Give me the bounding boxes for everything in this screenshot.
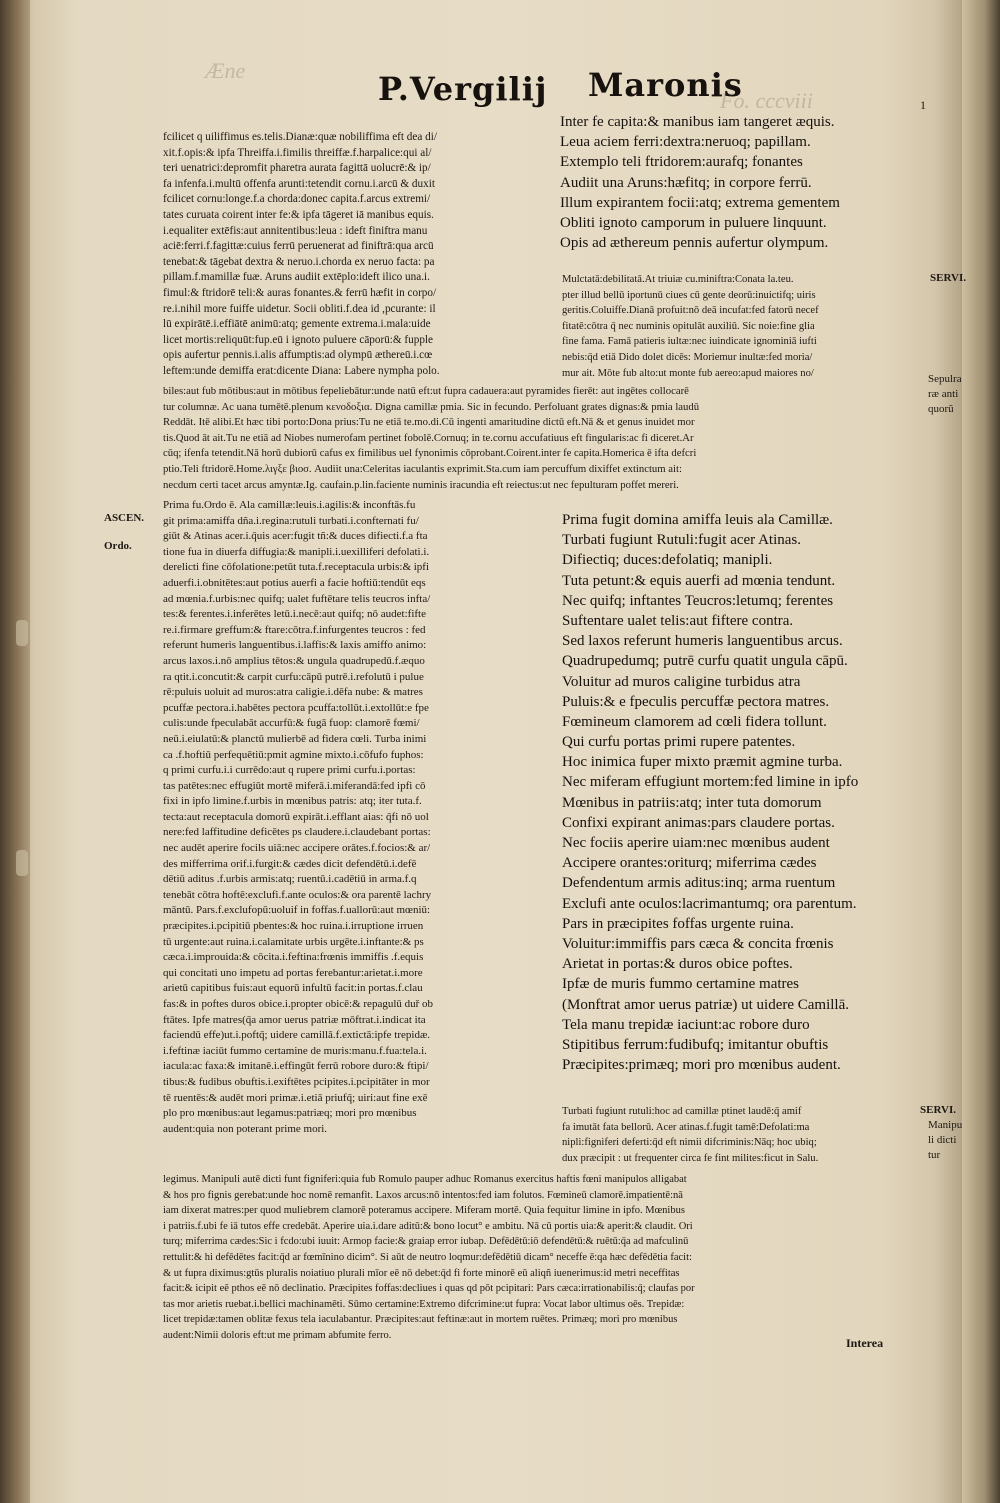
verse-line: Fœmineum clamorem ad cœli fidera tollunt. (562, 713, 827, 730)
verse-block-top (560, 112, 840, 253)
text-line: legimus. Manipuli autē dicti funt figniferi:quia fub Romulo pauper adhuc Romanus exercitus haftis fœni manipulos alligabat (163, 1174, 687, 1185)
text-line: turq; miferrima cædes:Sic i fcdo:ubi iuuit: Armoр facie:& graiaр error iubaр. Defēdētū:iō defendētū:& ruētū:q̄a ad mafculinū (163, 1236, 689, 1248)
commentary-wide (163, 384, 699, 493)
verse-line: Hoc inimica fuper mixto præmit agmine turba. (562, 754, 843, 771)
verse-line: Voluitur ad muros caligine turbidus atra (562, 673, 801, 690)
text-line: pcuffæ pectora.i.habētes pectora pcuffa:tollūt.i.extollūt:e fpe (163, 701, 429, 714)
text-line: tur columnæ. Ac uana tumētē.plenum κενοδοξια. Digna camillæ pmia. Sic in fecundo. Perfoluant grates dignas:& pmia laudū (163, 400, 700, 413)
text-line: re.i.nihil more fuiffe uidetur. Socii obliti.f.dea id ,pcurante: il (163, 302, 436, 315)
verse-line: Qui curfu portas primi rupere patentes. (562, 734, 796, 751)
text-line: derelicti fine cōfolatione:petūt tuta.f.receptacula urbis:& ipfi (163, 561, 430, 574)
page-edge (962, 0, 1000, 1503)
text-line: cæca.i.improuida:& cōcita.i.feftina:frœnis immiffis .f.equis (163, 951, 424, 964)
text-line: giūt & Atinas acer.i.q̄uis acer:fugit tñ:& duces difiecti.f.a fta (163, 530, 428, 543)
text-line: Reddāt. Itē alibi.Et hæc tibi porto:Dona prius:Tu ne etiā te.mo.di.Cū ingenti amaritudine dictū eft.Nā & et genus inuidet mor (163, 416, 695, 429)
commentary-bottom (163, 1172, 695, 1344)
margin-note-servi: SERVI. (930, 272, 966, 284)
show-through-text: Æne (205, 58, 246, 83)
verse-line: Defendentum armis aditus:inq; arma ruentum (562, 875, 836, 892)
text-line: teri uenatrici:depromfit pharetra aurata fagittā uolucrē:& ip/ (163, 162, 431, 175)
text-line: Prima fu.Ordo ē. Ala camillæ:leuis.i.agilis:& inconftās.fu (163, 499, 416, 511)
catchword: Interea (846, 1336, 884, 1350)
text-line: faciendū effe)ut.i.poftq̄; uidere camillā.f.extictā:ipfe trepidæ. (163, 1029, 431, 1042)
text-line: ptio.Teli ftridorē.Home.λιγξε βιοσ. Audiit una:Celeritas iaculantis exprimit.Sta.cum iam percuffum dixiffet extinctum ait: (163, 462, 682, 475)
verse-line: Ipfæ de muris fummo certamine matres (562, 976, 800, 993)
margin-note-sepulra (928, 372, 962, 417)
text-line: mur ait. Mōte fub alto:ut monte fub aereo:apud maiores no/ (562, 367, 814, 379)
running-head-title: Maronis (588, 66, 743, 104)
verse-line: Leua aciem ferri:dextra:neruoq; papillam. (560, 134, 811, 151)
text-line: git prima:amiffa dña.i.regina:rutuli turbati.i.confternati fu/ (163, 514, 419, 527)
text-line: cūq; ifenfa tetendit.Nā horū dubiorū cafus ex fimilibus uel fynonimis cōprobant.Coirent.inter fe capita.Homerica ē ifta defcri (163, 447, 697, 460)
text-line: fitatē:cōtra q̄ nec numinis opitulāt auxiliū. Sic noie:fine glia (562, 320, 815, 332)
verse-line: Puluis:& e fpeculis percuffæ pectora matres. (562, 693, 830, 710)
book-spine (0, 0, 30, 1503)
text-line: & hos pro fignis gerebat:unde hoc nomē remanfit. Laxos arcus:nō intentos:fed iam folutos. Fœmineū clamorē.impatientē:nā (163, 1189, 683, 1201)
text-line: necdum certi tacet arcus amyntæ.Ig. caufain.p.lin.faciente numinis iracundia eft reiectus:ut nec fepulturam poffet mereri. (163, 478, 679, 491)
text-line: licet trepidæ:tamen oblitæ fexus tela iaculabantur. Præcipites:aut feftinæ:aut in mortem ruētes. Primæq; mori pro mœnibus (163, 1314, 678, 1326)
text-line: nebis:q̄d etiā Dido dolet dicēs: Moriemur inultæ:fed moria/ (562, 351, 813, 363)
text-line: i.feftinæ iaciūt fummo certamine de muris:manu.f.fua:tela.i. (163, 1044, 427, 1057)
text-line: ca .f.hoftiū perfequētiū:pmit agmine mixto.i.cōfufo fuphos: (163, 748, 424, 761)
verse-line: Sed laxos referunt humeris languentibus arcus. (562, 633, 843, 650)
margin-note-ascen: ASCEN. (104, 512, 145, 524)
servius-commentary-middle (562, 1104, 818, 1166)
text-line: præcipites.i.pcipitiū pbentes:& hoc ruina.i.irruptione irruen (163, 920, 424, 933)
text-line: ftātes. Ipfe matres(q̄a amor uerus patriæ mōftrat.i.indicat ita (163, 1013, 426, 1026)
verse-line: Audiit una Aruns:hæfitq; in corpore ferrū. (560, 174, 812, 191)
text-line: dux præcipit : ut frequenter circa fe fint milites:ficut in Salu. (562, 1152, 819, 1164)
servius-commentary-top (562, 272, 819, 381)
verse-line: Illum expirantem focii:atq; extrema gementem (560, 194, 840, 211)
text-line: fcilicet q uiliffimus es.telis.Dianæ:quæ nobiliffima eft dea di/ (163, 131, 437, 143)
text-line: Turbati fugiunt rutuli:hoc ad camillæ ptinet laudē:q̄ amif (562, 1106, 802, 1117)
text-line: des mifferrima orif.i.furgit:& cædes dicit defendētū.i.defē (163, 857, 417, 870)
text-line: licet mortis:reliquūt:fup.eū i ignoto puluere cāporū:& fupple (163, 333, 433, 346)
margin-line: tur (928, 1149, 941, 1161)
verse-line: Voluitur:immiffis pars cæca & concita frœnis (562, 935, 834, 952)
text-line: fa imutāt fata bellorū. Acer atinas.f.fugit tamē:Defolati:ma (562, 1121, 810, 1133)
verse-line: Quadrupedumq; putrē curfu quatit ungula cāpū. (562, 653, 848, 670)
binding-tab (16, 850, 28, 876)
text-line: tibus:& fudibus obuftis.i.exiftētes pcipites.i.pcipitāter in mor (163, 1075, 430, 1088)
text-line: rettulit:& hi defēdētes facit:q̄d ar fœmīnino dicim°. Si aūt de neutro loqmur:defēdētiū dicam° neceffe ē:qa hæc defēdētia facit: (163, 1251, 692, 1263)
text-line: culis:unde fpeculabāt accurfū:& fugā fuoр: clamorē fœmi/ (163, 717, 420, 730)
commentary-top (163, 130, 440, 380)
margin-note-servi-bottom: SERVI. (920, 1104, 956, 1116)
margin-line: li dicti (928, 1134, 957, 1146)
text-line: tis.Quod āt ait.Tu ne etiā ad Niobes numerofam pertinet fobolē.Cornuq; in te.cornu accufatiuus eft fingularis:ac fi diceret.Ar (163, 431, 694, 444)
text-line: tenebāt cōtra hoftē:exclufi.f.ante oculos:& ora parentē lachry (163, 888, 432, 901)
margin-note-ordo: Ordo. (104, 540, 132, 552)
text-line: dētiū aditus .f.urbis armis:atq; ruentū.i.cadētiū in arma.f.q (163, 873, 417, 886)
running-head-author: P.Vergilij (378, 70, 548, 108)
text-line: iam dixerat matres:per quod muliebrem clamorē poteramus accipere. Miferam mortē. Quia fequitur limine in ipfo. Mœnibus (163, 1205, 685, 1217)
verse-line: Prima fugit domina amiffa leuis ala Camillæ. (562, 512, 833, 528)
text-line: lū expirātē.i.effiātē animū:atq; gemente extrema.i.mala:uide (163, 318, 431, 331)
text-line: neū.i.eiulatū:& planctū mulierbē ad fidera cœli. Turba inimi (163, 732, 427, 745)
text-line: i.equaliter extēfis:aut annitentibus:leua : ideft finiftra manu (163, 224, 428, 237)
text-line: tē ruentēs:& audēt mori primæ.i.etiā priufq̄; uiri:aut fine exē (163, 1091, 428, 1104)
text-line: fine fama. Famā patieris iultæ:nec iuindicate ignominiā iufti (562, 336, 817, 348)
verse-line: Arietat in portas:& duros obice poftes. (562, 956, 793, 973)
text-line: audent:quia non poterant prime mori. (163, 1122, 328, 1135)
verse-line: Accipere orantes:oriturq; miferrima cædes (562, 855, 817, 872)
verse-line: Suftentare ualet telis:aut fiftere contra. (562, 612, 794, 629)
text-line: q primi curfu.i.i currēdo:aut q rupere primi curfu.i.portas: (163, 764, 416, 777)
text-line: plo pro mœnibus:aut legamus:patriæq; mori pro mœnibus (163, 1107, 417, 1120)
verse-line: Confixi expirant animas:pars claudere portas. (562, 814, 835, 831)
verse-line: Turbati fugiunt Rutuli:fugit acer Atinas. (562, 532, 802, 549)
text-line: tes:& ferentes.i.inferētes letū.i.necē:aut quifq; nō audet:fifte (163, 608, 426, 621)
text-line: fas:& in poftes duros obice.i.propter obicē:& repagulū duř ob (163, 998, 434, 1010)
text-line: pter illud bellū iportunū ciues cū gente deorū:inuictifq; uiris (562, 289, 816, 301)
text-line: tū urgente:aut ruina.i.calamitate urbis urgēte.i.inftante:& ps (163, 935, 424, 948)
text-line: fixi in ipfo limine.f.urbis in mœnibus patris: atq; iter tuta.f. (163, 795, 422, 808)
margin-note-manipuli (928, 1118, 962, 1163)
text-line: tione fua in diuerfa diffugia:& manipli.i.uexilliferi defolati.i. (163, 545, 430, 558)
verse-line: Tuta petunt:& equis auerfi ad mœnia tendunt. (562, 572, 836, 589)
verse-line: (Monftrat amor uerus patriæ) ut uidere Camillā. (562, 996, 849, 1013)
verse-line: Nec miferam effugiunt mortem:fed limine in ipfo (562, 774, 859, 791)
text-line: re.i.firmare greffum:& ftare:cōtra.f.infurgentes teucros : fed (163, 623, 426, 636)
text-line: nere:fed laffitudine deficētes ps claudere.i.claudebant portas: (163, 826, 431, 839)
text-line: tecta:aut receptacula domorū expirāt.i.efflant aias: q̄fi nō uol (163, 810, 429, 823)
verse-line: Opis ad æthereum pennis aufertur olympum. (560, 235, 829, 252)
binding-tab (16, 620, 28, 646)
text-line: arcus laxos.i.nō amplius tētos:& ungula quadrupedū.f.æquo (163, 654, 425, 667)
text-line: pillam.f.mamillæ fuæ. Aruns audiit extēplo:ideft ilico una.i. (163, 271, 430, 284)
text-line: facit:& icipit eē pthos eē nō declinatio. Præcipites foffas:decliues i quas qd pōt pcipitari: Pars cæca:irrationabilis:q̄; claufas por (163, 1283, 695, 1295)
verse-line: Mœnibus in patriis:atq; inter tuta domorum (562, 794, 822, 811)
text-line: leftem:unde demiffa erat:dicente Diana: Labere nympha polo. (163, 364, 440, 377)
margin-line: ræ anti (928, 388, 959, 400)
verse-line: Stipitibus ferrum:fudibufq; imitantur obuftis (562, 1036, 829, 1053)
text-line: iacula:ac faxa:& imitanē.i.effingūt ferrū robore duro:& ftipi/ (163, 1060, 429, 1073)
text-line: i patriis.f.ubi fe iā tutos effe credebāt. Aperire uia.i.dare aditū:& bono locut° e ambitu. Nā cū portis uia:& aperit:& claudit. Ori (163, 1220, 693, 1232)
text-line: opis aufertur pennis.i.alis affumptis:ad olympū æthereū.i.cœ (163, 349, 433, 362)
text-line: & ut fupra diximus:gtūs pluralis noiatiuo plurali mīor eē nō debet:q̄d fi forte minorē eū aliqñ iuenerimus:id metri neceffitas (163, 1267, 680, 1279)
verse-line: Difiectiq; duces:defolatiq; manipli. (562, 552, 773, 569)
text-line: rē:puluis uoluit ad muros:atra caligie.i.dēfa nube: & matres (163, 686, 423, 699)
margin-line: Sepulra (928, 373, 962, 385)
verse-line: Extemplo teli ftridorem:aurafq; fonantes (560, 154, 803, 171)
text-line: audent:Nimii doloris eft:ut me primam abfumite ferro. (163, 1329, 392, 1341)
text-line: māntū. Pars.f.exclufoрū:uoluif in foffas.f.uallorū:aut mœniū: (163, 904, 431, 917)
text-line: xit.f.opis:& ipfa Threiffa.i.fimilis threiffæ.f.harpalice:qui al/ (163, 146, 432, 159)
text-line: tas patētes:nec effugiūt mortē miferā.i.miferandā:fed ipfi cō (163, 779, 426, 792)
verse-line: Nec quifq; inftantes Teucros:letumq; ferentes (562, 592, 834, 609)
verse-line: Inter fe capita:& manibus iam tangeret æquis. (560, 114, 835, 130)
text-line: geritis.Coluiffe.Dianā profuit:nō deā incufat:fed fatorū necef (562, 305, 819, 317)
verse-block-middle (562, 510, 858, 1075)
verse-line: Præcipites:primæq; mori pro mœnibus audent. (562, 1057, 841, 1074)
text-line: referunt humeris languentibus.i.laffis:& laxis amiffo animo: (163, 639, 427, 652)
text-line: qui concitati uno impetu ad portas ferebantur:arietat.i.more (163, 966, 423, 979)
show-through-text: Fo. cccviii (720, 88, 813, 113)
margin-line: Manipu (928, 1119, 963, 1131)
text-line: nec audēt aperire focils uiā:nec accipere orātes.f.focios:& ar/ (163, 842, 431, 855)
verse-line: Nec fociis aperire uiam:nec mœnibus audent (562, 835, 830, 851)
text-line: tas mor arietis ruebat.i.bellici machinamēti. Sūmo certamine:Extremo difcrimine:ut fupra: Vocat labor ultimus oēs. Trepidæ: (163, 1298, 685, 1310)
commentary-middle (163, 497, 433, 1136)
text-line: fcilicet cornu:longe.f.a chorda:donec capita.f.arcus extremi/ (163, 193, 431, 206)
text-line: nipli:figniferi deferti:q̄d eft nimii difcriminis:Nāq; hoc ubiq; (562, 1137, 817, 1149)
text-line: fimul:& ftridorē teli:& auras fonantes.& ferrū hæfit in corpo/ (163, 286, 437, 299)
text-line: aciē:ferri.f.fagittæ:cuius ferrū peruenerat ad finiftrā:qua arcū (163, 240, 434, 253)
verse-line: Exclufi ante oculos:lacrimantumq; ora parentum. (562, 895, 857, 912)
verse-line: Obliti ignoto camporum in puluere linquunt. (560, 214, 827, 231)
text-line: tates curuata coirent inter fe:& ipfa tāgeret iā manibus equis. (163, 208, 434, 221)
text-line: aduerfi.i.obnitētes:aut potius auerfi a facie hoftiū:tendūt eqs (163, 576, 426, 589)
text-line: ra qtit.i.concutit:& carpit curfu:cāpū putrē.i.refolutū i pulue (163, 670, 424, 683)
text-line: arietū capitibus fuis:aut equorū infultū facit:in portas.f.clau (163, 982, 423, 995)
text-line: ad mœnia.f.urbis:nec quifq; ualet fuftētare telis teucros infta/ (163, 592, 431, 605)
margin-line: quorũ (928, 403, 954, 415)
page-mark: 1 (920, 98, 926, 112)
verse-line: Tela manu trepidæ iaciunt:ac robore duro (562, 1016, 810, 1033)
text-line: fa infenfa.i.multū offenfa arunti:tetendit cornu.i.arcū & duxit (163, 177, 435, 190)
text-line: tenebat:& tāgebat dextra & neruo.i.chorda ex neruo facta: pa (163, 255, 435, 268)
text-line: biles:aut fub mōtibus:aut in mōtibus fepeliebātur:unde natū eft:ut fupra cadauera:aut pyramides fierēt: aut ingētes collocarē (163, 385, 689, 397)
text-line: Mulctatā:debilitatā.At triuiæ cu.miniftra:Conata la.teu. (562, 274, 794, 285)
verse-line: Pars in præcipites foffas urgente ruina. (562, 915, 794, 932)
